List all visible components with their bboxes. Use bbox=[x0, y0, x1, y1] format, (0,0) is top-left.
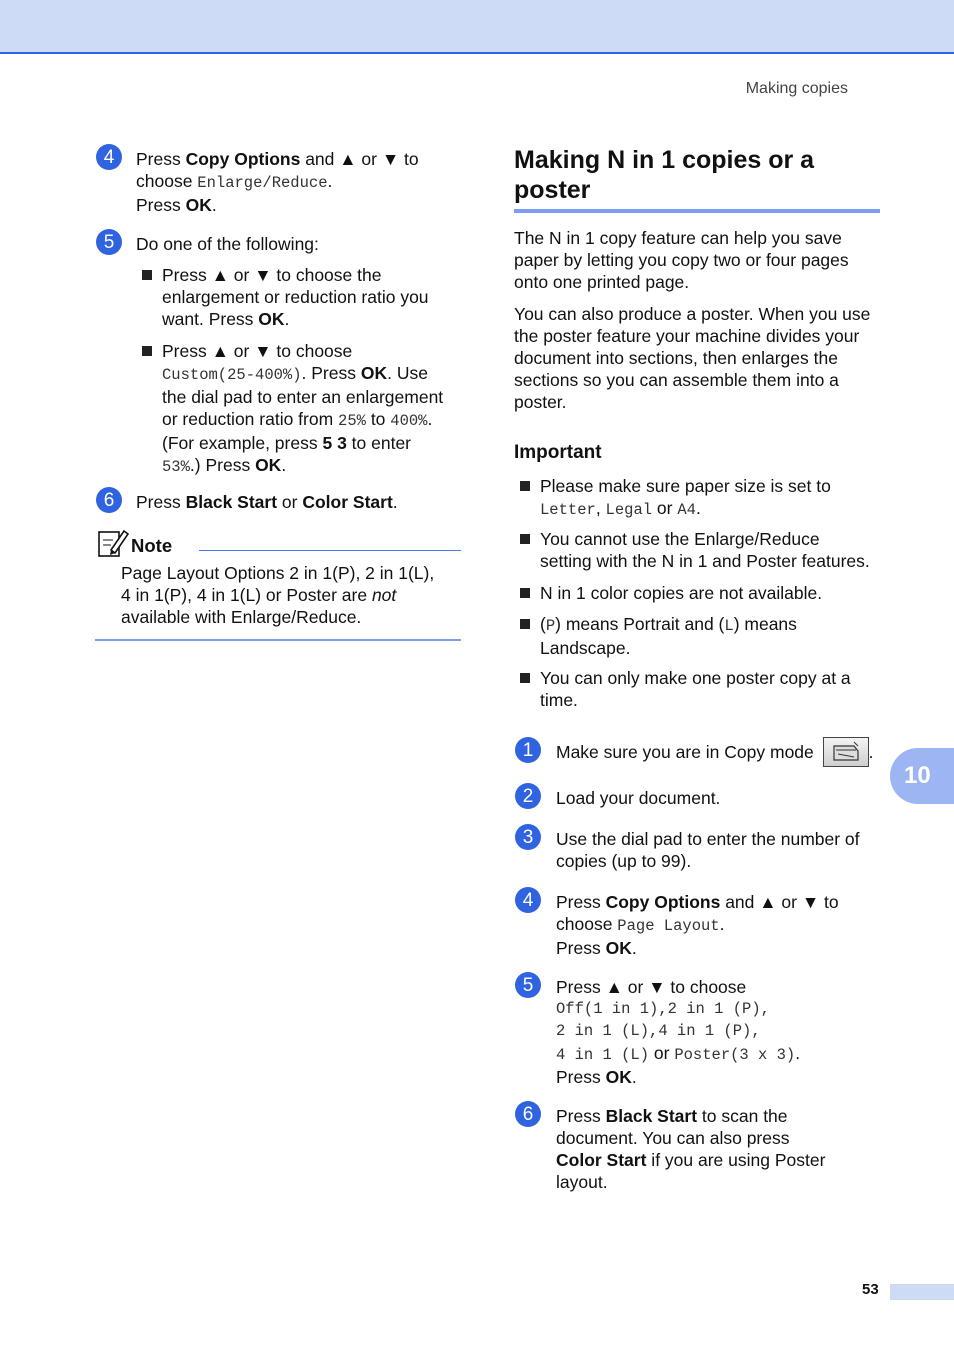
list-item: Please make sure paper size is set to Letter, Legal or A4. bbox=[540, 475, 890, 521]
list-item: You cannot use the Enlarge/Reduce setting with the N in 1 and Poster features. bbox=[540, 528, 890, 572]
note-bottom-rule bbox=[95, 639, 461, 641]
step-number: 4 bbox=[96, 144, 122, 170]
note-divider bbox=[199, 550, 461, 551]
step-number: 5 bbox=[515, 972, 541, 998]
step-number: 2 bbox=[515, 783, 541, 809]
top-header-band bbox=[0, 0, 954, 54]
step-number: 6 bbox=[96, 487, 122, 513]
step-number: 4 bbox=[515, 887, 541, 913]
list-item: Press ▲ or ▼ to choose Custom(25-400%). Press OK. Use the dial pad to enter an enlargement or reduction ratio from 25% to 400%. (For example, press 5 3 to enter 53%.) Press OK. bbox=[162, 340, 467, 478]
step-3-text: Use the dial pad to enter the number of copies (up to 99). bbox=[556, 829, 860, 871]
step-number: 6 bbox=[515, 1101, 541, 1127]
list-item: Press ▲ or ▼ to choose the enlargement or reduction ratio you want. Press OK. bbox=[162, 264, 462, 330]
step-1-text: Make sure you are in Copy mode . bbox=[556, 737, 886, 767]
note-heading: Note bbox=[131, 535, 173, 556]
list-item: N in 1 color copies are not available. bbox=[540, 582, 890, 604]
page-footer-band bbox=[890, 1284, 954, 1300]
step-number: 3 bbox=[515, 824, 541, 850]
step-2-text: Load your document. bbox=[556, 788, 721, 808]
intro-paragraph: The N in 1 copy feature can help you save paper by letting you copy two or four pages onto one printed page. bbox=[514, 228, 849, 292]
step-5-text: Press ▲ or ▼ to choose Off(1 in 1),2 in 1 (P), 2 in 1 (L),4 in 1 (P), 4 in 1 (L) or Poster(3 x 3). Press OK. bbox=[556, 977, 801, 1087]
title-underline bbox=[514, 209, 880, 213]
step-4-text: Press Copy Options and ▲ or ▼ to choose Page Layout. Press OK. bbox=[556, 892, 839, 958]
list-item: (P) means Portrait and (L) means Landscape. bbox=[540, 613, 890, 659]
step-6-text: Press Black Start to scan the document. You can also press Color Start if you are using Poster layout. bbox=[556, 1106, 826, 1192]
step-6-text: Press Black Start or Color Start. bbox=[136, 492, 398, 512]
step-4-text: Press Copy Options and ▲ or ▼ to choose Enlarge/Reduce. Press OK. bbox=[136, 149, 419, 215]
note-pencil-icon bbox=[97, 528, 129, 558]
list-item: You can only make one poster copy at a time. bbox=[540, 667, 890, 711]
poster-paragraph: You can also produce a poster. When you use the poster feature your machine divides your document into sections, then enlarges the sections so you can assemble them into a poster. bbox=[514, 304, 871, 412]
step-number: 1 bbox=[515, 737, 541, 763]
chapter-tab: 10 bbox=[890, 748, 954, 804]
section-title: Making N in 1 copies or a poster bbox=[514, 146, 815, 204]
note-body: Page Layout Options 2 in 1(P), 2 in 1(L), 4 in 1(P), 4 in 1(L) or Poster are not available with Enlarge/Reduce. bbox=[121, 563, 435, 627]
running-head: Making copies bbox=[745, 80, 848, 97]
step-5-text: Do one of the following: bbox=[136, 234, 319, 254]
copy-mode-key-icon bbox=[823, 737, 869, 767]
page-number: 53 bbox=[862, 1281, 879, 1298]
step-number: 5 bbox=[96, 229, 122, 255]
important-heading: Important bbox=[514, 442, 602, 463]
